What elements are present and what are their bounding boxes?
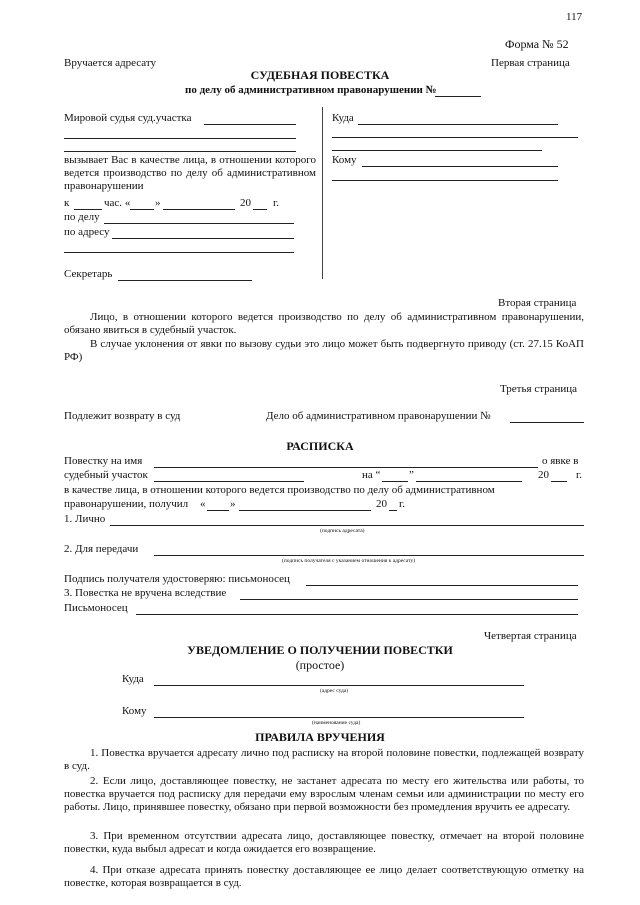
quote-close: » [155, 197, 161, 209]
judge-line-2[interactable] [64, 138, 296, 139]
attend-label: о явке в [542, 455, 579, 467]
day-line[interactable] [130, 209, 154, 210]
receipt-title: РАСПИСКА [286, 439, 354, 453]
received-day-line[interactable] [207, 510, 229, 511]
case-number-label: Дело об административном правонарушении № [266, 410, 491, 422]
rule-4: 4. При отказе адресата принять повестку доставляющее ее лицо делает соответствующую отметку на повестке, которая возвращается в суд. [64, 864, 584, 890]
item3-line[interactable] [240, 599, 578, 600]
on-year-suffix: г. [576, 469, 583, 481]
notification-simple: (простое) [295, 658, 345, 672]
page2-label: Вторая страница [498, 297, 577, 309]
received-label: правонарушении, получил [64, 498, 189, 510]
secretary-line[interactable] [118, 280, 252, 281]
rule-1: 1. Повестка вручается адресату лично под расписку на второй половине повестки, подлежащей возврату в суд. [64, 747, 584, 773]
year-suffix: г. [273, 197, 280, 209]
case-label: по делу [64, 211, 100, 223]
notification-where: Куда [122, 673, 144, 685]
page2-paragraph-2: В случае уклонения от явки по вызову судьи это лицо может быть подвергнуто приводу (ст. 27.15 КоАП РФ) [64, 338, 584, 364]
received-close: » [230, 498, 236, 510]
year-prefix: 20 [240, 197, 251, 209]
item1-personally: 1. Лично [64, 513, 106, 525]
on-close: ” [409, 469, 414, 481]
page1-label: Первая страница [491, 57, 570, 69]
notification-title: УВЕДОМЛЕНИЕ О ПОЛУЧЕНИИ ПОВЕСТКИ [187, 643, 453, 657]
hour-line[interactable] [74, 209, 102, 210]
summons-name-line[interactable] [154, 467, 538, 468]
item2-caption: (подпись получателя с указанием отношения к адресату) [282, 558, 416, 564]
document-subtitle: по делу об административном правонарушении № [185, 84, 437, 96]
secretary-label: Секретарь [64, 268, 113, 280]
received-year-line[interactable] [389, 510, 397, 511]
certify-label: Подпись получателя удостоверяю: письмоносец [64, 573, 290, 585]
to-whom-label: Кому [332, 154, 357, 166]
hour-label: час. « [104, 197, 131, 209]
item1-signature-line[interactable] [110, 525, 584, 526]
month-line[interactable] [163, 209, 235, 210]
address-line-2[interactable] [64, 252, 294, 253]
rule-2: 2. Если лицо, доставляющее повестку, не застанет адресата по месту его жительства или работы, то повестка вручается под расписку для передачи ему взрослым членам семьи или администрации по месту его работы. Лицо, принявшее повестку, обязано при первой возможности без промедления вручить ее адресату. [64, 775, 584, 814]
court-area-label: судебный участок [64, 469, 148, 481]
received-month-line[interactable] [239, 510, 371, 511]
to-whom-line[interactable] [362, 166, 558, 167]
notification-to-whom: Кому [122, 705, 147, 717]
certify-line[interactable] [306, 585, 578, 586]
judge-line[interactable] [204, 124, 296, 125]
where-line-2[interactable] [332, 137, 578, 138]
on-year-line[interactable] [551, 481, 567, 482]
where-line[interactable] [358, 124, 558, 125]
page3-label: Третья страница [500, 383, 578, 395]
page-number: 117 [566, 11, 583, 23]
case-number-field[interactable] [510, 422, 584, 423]
item1-caption: (подпись адресата) [320, 528, 365, 534]
form-number: Форма № 52 [505, 37, 569, 51]
delivered-to-label: Вручается адресату [64, 57, 157, 69]
court-name-caption: (наименование суда) [312, 720, 361, 726]
summons-text: вызывает Вас в качестве лица, в отношении которого ведется производство по делу об административном правонарушении [64, 154, 316, 193]
to-whom-line-2[interactable] [332, 180, 558, 181]
item2-signature-line[interactable] [154, 555, 584, 556]
address-line[interactable] [112, 238, 294, 239]
notification-where-line[interactable] [154, 685, 524, 686]
judge-label: Мировой судья суд.участка [64, 112, 192, 124]
on-open: на “ [362, 469, 381, 481]
on-month-line[interactable] [416, 481, 522, 482]
at-label: к [64, 197, 70, 209]
item2-for-transfer: 2. Для передачи [64, 543, 139, 555]
column-divider [322, 107, 323, 279]
on-day-line[interactable] [382, 481, 408, 482]
received-year-prefix: 20 [376, 498, 387, 510]
return-to-court: Подлежит возврату в суд [64, 410, 181, 422]
notification-to-whom-line[interactable] [154, 717, 524, 718]
received-open: « [200, 498, 206, 510]
summons-name-label: Повестку на имя [64, 455, 143, 467]
year-line[interactable] [253, 209, 267, 210]
page4-label: Четвертая страница [484, 630, 577, 642]
rules-title: ПРАВИЛА ВРУЧЕНИЯ [255, 730, 385, 744]
court-area-line[interactable] [154, 481, 304, 482]
case-number-line[interactable] [435, 96, 481, 97]
address-label: по адресу [64, 226, 110, 238]
where-line-3[interactable] [332, 150, 542, 151]
on-year-prefix: 20 [538, 469, 549, 481]
court-address-caption: (адрес суда) [320, 688, 349, 694]
where-label: Куда [332, 112, 354, 124]
item3-not-delivered: 3. Повестка не вручена вследствие [64, 587, 227, 599]
postman-line[interactable] [136, 614, 578, 615]
rule-3: 3. При временном отсутствии адресата лицо, доставляющее повестку, отмечает на второй половине повестки, куда выбыл адресат и когда ожидается его возвращение. [64, 830, 584, 856]
judge-line-3[interactable] [64, 151, 296, 152]
capacity-text: в качестве лица, в отношении которого ведется производство по делу об административном [64, 484, 495, 496]
document-title: СУДЕБНАЯ ПОВЕСТКА [250, 68, 390, 82]
received-year-suffix: г. [399, 498, 406, 510]
postman-label: Письмоносец [64, 602, 128, 614]
page2-paragraph-1: Лицо, в отношении которого ведется производство по делу об административном правонарушении, обязано явиться в судебный участок. [64, 311, 584, 337]
case-line[interactable] [104, 223, 294, 224]
